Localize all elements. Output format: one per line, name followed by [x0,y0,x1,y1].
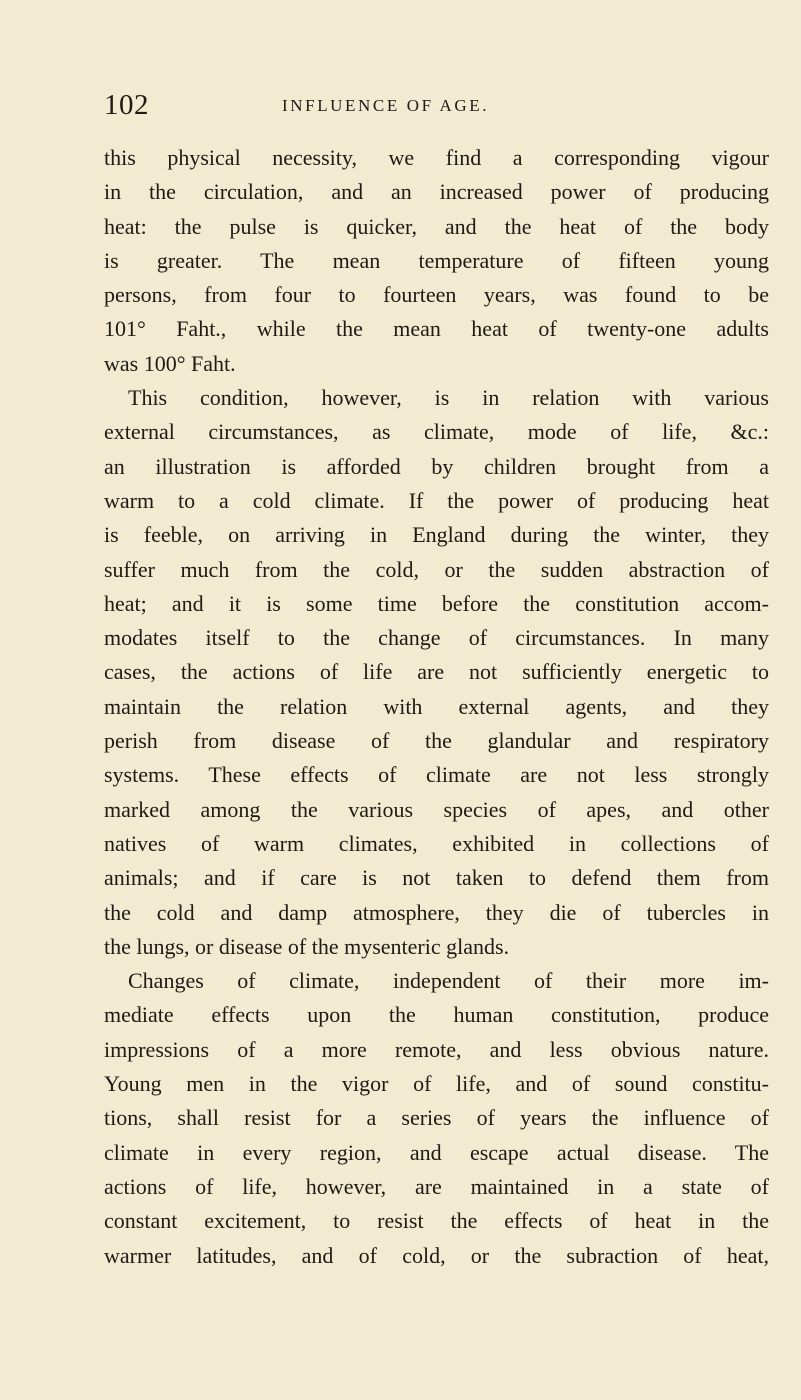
text-line: animals; and if care is not taken to defend them from [104,865,769,891]
text-line: actions of life, however, are maintained in a state of [104,1173,769,1199]
text-line: marked among the various species of apes, and other [104,796,769,822]
text-line: the lungs, or disease of the mysenteric glands. [104,933,510,959]
text-line: in the circulation, and an increased power of producing [104,179,769,205]
text-line: perish from disease of the glandular and respiratory [104,728,769,754]
text-line: is feeble, on arriving in England during the winter, they [104,522,769,548]
text-line: the cold and damp atmosphere, they die of tubercles in [104,899,769,925]
text-line: an illustration is afforded by children brought from a [104,453,769,479]
text-line: impressions of a more remote, and less obvious nature. [104,1036,769,1062]
text-line: climate in every region, and escape actual disease. The [104,1139,769,1165]
text-line: this physical necessity, we find a corresponding vigour [104,145,769,170]
text-line: Young men in the vigor of life, and of sound constitu- [104,1071,769,1097]
text-line: tions, shall resist for a series of years the influence of [104,1105,769,1131]
text-line: maintain the relation with external agents, and they [104,693,769,719]
page-header [104,90,704,130]
body-text [104,141,769,1273]
text-line: persons, from four to fourteen years, was found to be [104,282,769,308]
text-line: heat: the pulse is quicker, and the heat of the body [104,213,769,239]
text-line: was 100° Faht. [104,350,236,376]
text-line: Changes of climate, independent of their more im- [128,968,769,994]
text-line: is greater. The mean temperature of fifteen young [104,247,769,273]
text-line: 101° Faht., while the mean heat of twenty-one adults [104,316,769,342]
text-line: mediate effects upon the human constitution, produce [104,1002,769,1028]
text-line: natives of warm climates, exhibited in collections of [104,830,769,856]
text-line: warmer latitudes, and of cold, or the subraction of heat, [104,1242,769,1268]
page-number: 102 [104,89,149,121]
text-line: constant excitement, to resist the effects of heat in the [104,1208,769,1234]
text-line: suffer much from the cold, or the sudden abstraction of [104,556,769,582]
running-title: INFLUENCE OF AGE. [282,96,490,115]
text-line: warm to a cold climate. If the power of producing heat [104,487,769,513]
text-line: This condition, however, is in relation with various [128,385,769,411]
text-line: external circumstances, as climate, mode of life, &c.: [104,419,769,445]
text-line: modates itself to the change of circumstances. In many [104,625,769,651]
text-line: cases, the actions of life are not sufficiently energetic to [104,659,769,685]
text-line: heat; and it is some time before the constitution accom- [104,590,769,616]
text-line: systems. These effects of climate are not less strongly [104,762,769,788]
